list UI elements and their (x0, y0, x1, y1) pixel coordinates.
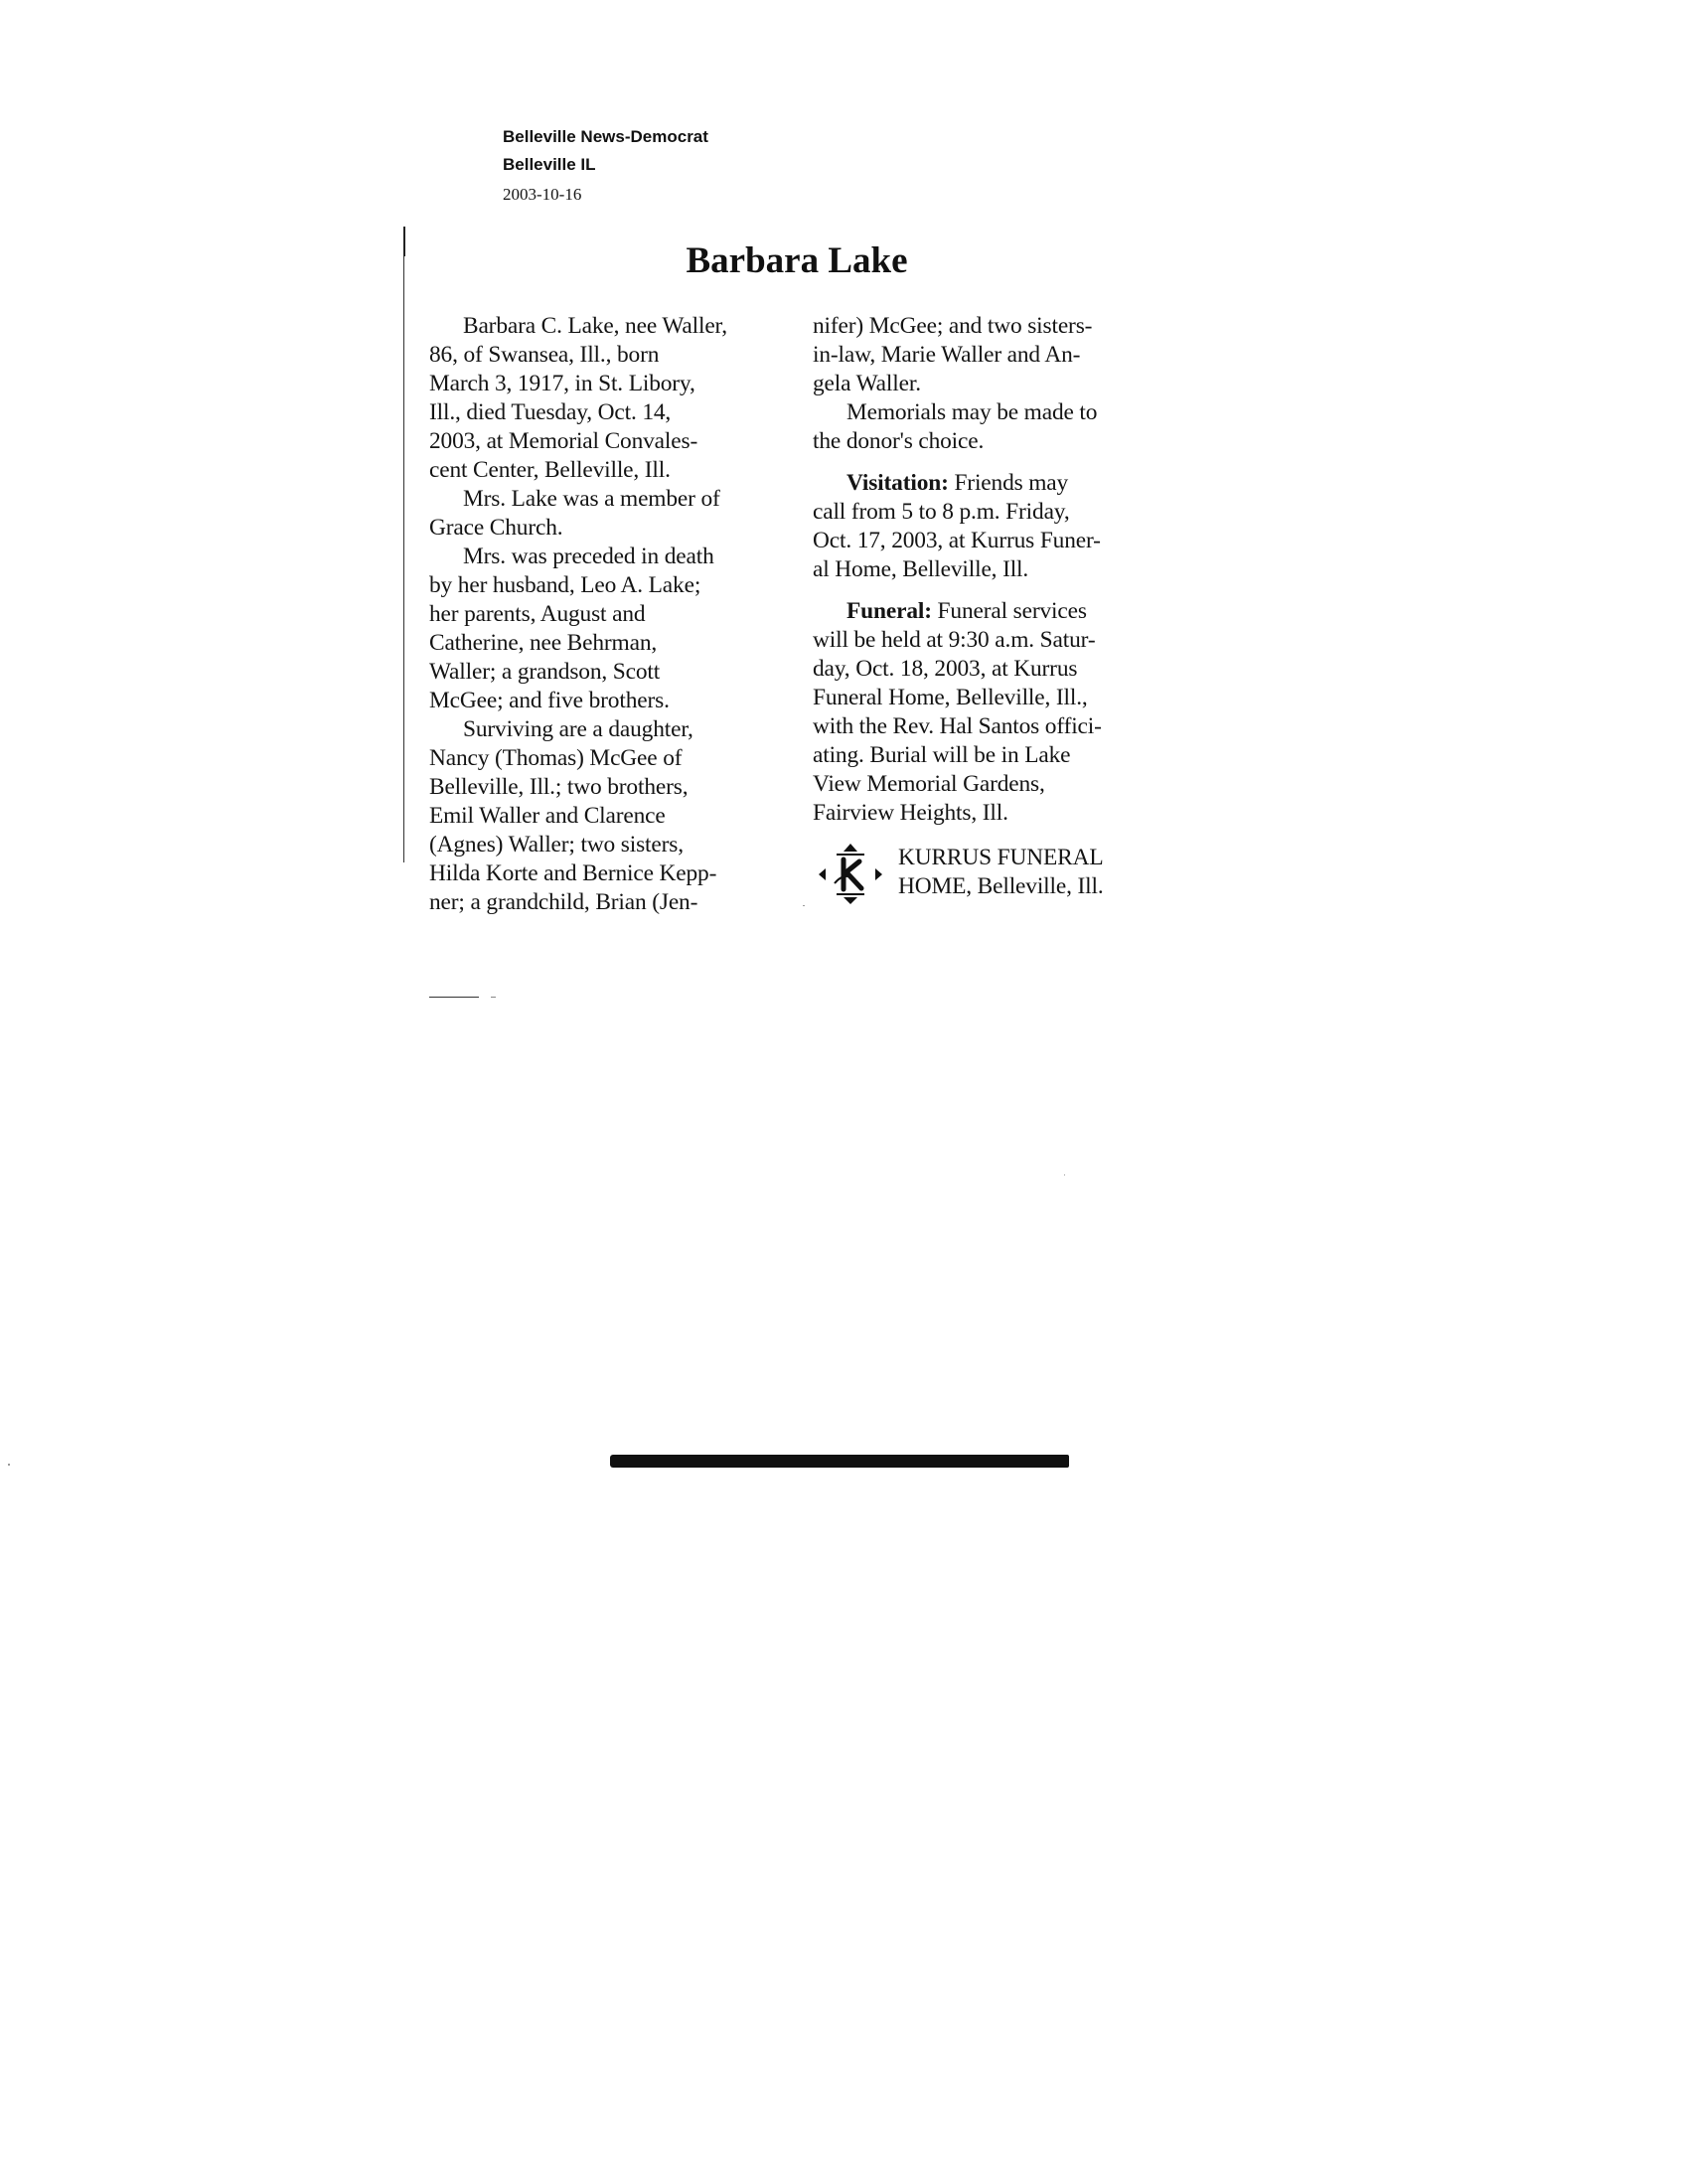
column-rule-top (403, 227, 405, 256)
text-line: Mrs. Lake was a member of (463, 486, 720, 512)
funeral-label: Funeral: (846, 598, 932, 624)
text-line: Memorials may be made to (846, 399, 1098, 425)
obituary-title: Barbara Lake (686, 240, 908, 281)
text-line: in-law, Marie Waller and An- (813, 342, 1081, 368)
text-line: (Agnes) Waller; two sisters, (429, 832, 684, 858)
text-line: Nancy (Thomas) McGee of (429, 745, 683, 771)
publication-location: Belleville IL (503, 155, 596, 174)
scan-speck (1064, 1174, 1065, 1175)
text-line: Belleville, Ill.; two brothers, (429, 774, 689, 800)
text-line: Catherine, nee Behrman, (429, 630, 658, 656)
scan-speck (803, 905, 805, 906)
visitation-first-line: Friends may (948, 470, 1069, 496)
text-line: Barbara C. Lake, nee Waller, (463, 313, 727, 339)
end-rule (429, 997, 479, 998)
text-line: Surviving are a daughter, (463, 716, 693, 742)
funeral-section (813, 597, 1172, 828)
text-line: Grace Church. (429, 515, 563, 541)
text-line: her parents, August and (429, 601, 646, 627)
text-line: Funeral Home, Belleville, Ill., (813, 685, 1088, 710)
publication-date: 2003-10-16 (503, 185, 582, 204)
text-line: Oct. 17, 2003, at Kurrus Funer- (813, 528, 1101, 553)
visitation-label: Visitation: (846, 470, 949, 496)
text-line: al Home, Belleville, Ill. (813, 556, 1029, 582)
text-line: Waller; a grandson, Scott (429, 659, 661, 685)
text-line: gela Waller. (813, 371, 921, 396)
scan-artifact-bar (610, 1455, 1069, 1468)
publication-name: Belleville News-Democrat (503, 127, 708, 146)
text-line: Ill., died Tuesday, Oct. 14, (429, 399, 672, 425)
publication-header (503, 123, 708, 209)
text-line: day, Oct. 18, 2003, at Kurrus (813, 656, 1078, 682)
funeral-home-name: KURRUS FUNERAL (898, 845, 1104, 870)
funeral-home-signature (813, 844, 1172, 905)
scan-speck (8, 1464, 10, 1466)
text-line: Fairview Heights, Ill. (813, 800, 1008, 826)
funeral-first-line: Funeral services (931, 598, 1087, 624)
text-line: 86, of Swansea, Ill., born (429, 342, 660, 368)
end-rule-dot (491, 997, 496, 998)
text-line: Hilda Korte and Bernice Kepp- (429, 860, 717, 886)
text-line: Emil Waller and Clarence (429, 803, 666, 829)
text-line: cent Center, Belleville, Ill. (429, 457, 671, 483)
visitation-section (813, 469, 1172, 584)
text-line: will be held at 9:30 a.m. Satur- (813, 627, 1096, 653)
column-rule (403, 227, 404, 862)
text-line: ating. Burial will be in Lake (813, 742, 1071, 768)
text-line: Mrs. was preceded in death (463, 544, 714, 569)
text-line: with the Rev. Hal Santos offici- (813, 713, 1102, 739)
text-line: by her husband, Leo A. Lake; (429, 572, 701, 598)
text-line: the donor's choice. (813, 428, 985, 454)
text-line: McGee; and five brothers. (429, 688, 670, 713)
text-line: call from 5 to 8 p.m. Friday, (813, 499, 1070, 525)
text-line: 2003, at Memorial Convales- (429, 428, 698, 454)
text-line: March 3, 1917, in St. Libory, (429, 371, 695, 396)
right-column-intro (813, 312, 1172, 456)
left-column (429, 312, 789, 917)
text-line: nifer) McGee; and two sisters- (813, 313, 1093, 339)
right-column (813, 312, 1172, 905)
text-line: ner; a grandchild, Brian (Jen- (429, 889, 698, 915)
text-line: View Memorial Gardens, (813, 771, 1045, 797)
kurrus-logo-icon (813, 844, 888, 905)
funeral-home-location: HOME, Belleville, Ill. (898, 873, 1104, 899)
